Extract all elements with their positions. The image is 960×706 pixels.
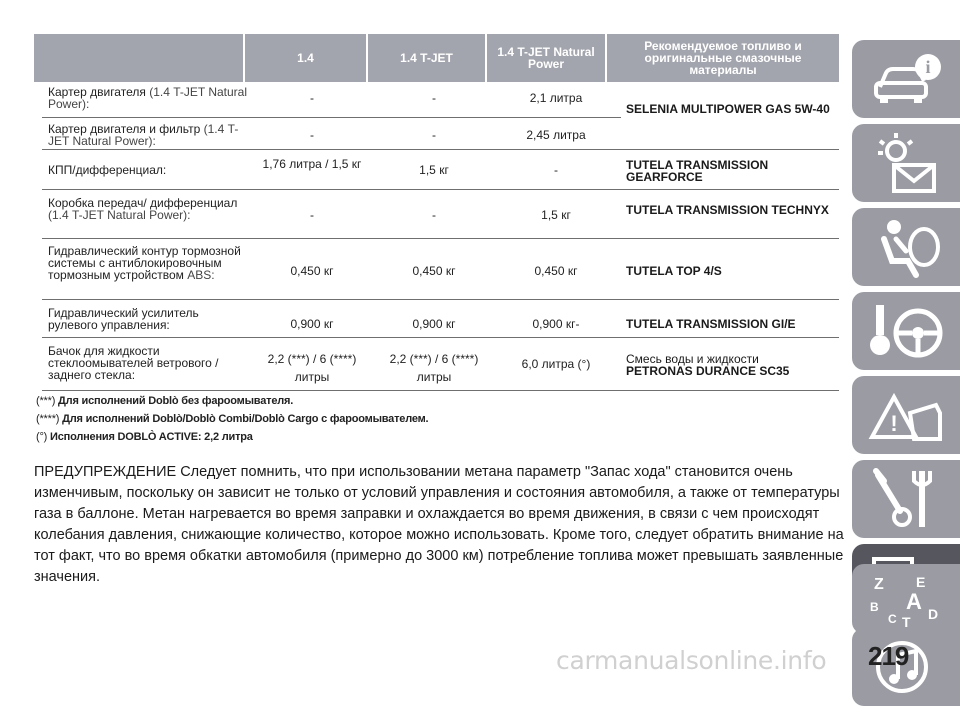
value-1-4-tjet: 0,900 кг: [412, 317, 456, 331]
tab-car-info[interactable]: [852, 40, 960, 118]
airbag-seat-icon: [866, 215, 946, 279]
tab-warning-lights[interactable]: [852, 124, 960, 202]
footnote: (°) Исполнения DOBLÒ ACTIVE: 2,2 литра: [36, 431, 253, 443]
value-natural-power: 6,0 литра (°): [521, 357, 591, 371]
svg-text:i: i: [925, 57, 931, 77]
page-number: 219: [868, 641, 909, 671]
svg-text:Z: Z: [874, 576, 884, 593]
value-1-4: 0,900 кг: [290, 317, 334, 331]
product-description: [626, 353, 836, 377]
value-natural-power: 2,45 литра: [526, 128, 586, 142]
footnote: (****) Для исполнений Doblò/Doblò Combi/Doblò Cargo с фароомывателем.: [36, 413, 429, 425]
value-1-4: -: [310, 91, 314, 105]
value-1-4-tjet: 0,450 кг: [412, 264, 456, 278]
value-natural-power: 0,450 кг: [534, 264, 578, 278]
row-label: Картер двигателя (1.4 T-JET Natural Power):: [48, 85, 248, 111]
roadside-assistance-icon: [866, 383, 946, 447]
svg-text:D: D: [928, 606, 939, 622]
row-label: Гидравлический усилитель рулевого управления:: [48, 306, 199, 332]
product-name: PETRONAS DURANCE SC35: [626, 364, 790, 378]
tab-safety[interactable]: [852, 208, 960, 286]
footnote: (***) Для исполнений Doblò без фароомывателя.: [36, 395, 294, 407]
svg-text:E: E: [916, 574, 926, 590]
product-name: TUTELA TRANSMISSION TECHNYX: [626, 203, 829, 217]
value-1-4-tjet: -: [432, 128, 436, 142]
row-divider: [42, 149, 839, 150]
header-cell-recommended-fluids: Рекомендуемое топливо и оригинальные смазочные материалы: [605, 34, 839, 82]
svg-text:T: T: [902, 614, 911, 629]
header-cell-1-4: 1.4: [243, 34, 366, 82]
row-divider: [42, 117, 621, 118]
row-divider: [42, 189, 839, 190]
value-1-4: -: [310, 128, 314, 142]
row-label: Картер двигателя и фильтр (1.4 T-JET Natural Power):: [48, 122, 239, 148]
value-1-4: -: [310, 208, 314, 222]
warning-paragraph: ПРЕДУПРЕЖДЕНИЕ Следует помнить, что при использовании метана параметр "Запас хода" становится очень изменчивым, поскольку он зависит не только от условий управления и состояния автомобиля, а также от температуры газа в баллоне. Метан нагревается во время заправки и охлаждается во время движения, в связи с чем происходят колебания давления, снижающие количество, которое можно использовать. Кроме того, следует обратить внимание на тот факт, что во время обкатки автомобиля (примерно до 3000 км) потребление топлива может превышать заявленные значения.: [34, 464, 844, 585]
row-label: КПП/дифференциал:: [48, 163, 167, 177]
row-label: Бачок для жидкости стеклоомывателей ветрового / заднего стекла:: [48, 344, 219, 382]
row-divider: [42, 390, 839, 391]
svg-text:B: B: [870, 600, 879, 614]
tab-maintenance[interactable]: [852, 460, 960, 538]
row-label: Коробка передач/ дифференциал (1.4 T-JET Natural Power):: [48, 196, 238, 222]
value-natural-power: 1,5 кг: [541, 208, 571, 222]
value-natural-power: 0,900 кг-: [532, 317, 580, 331]
value-1-4: 2,2 (***) / 6 (****) литры: [267, 352, 357, 384]
value-1-4-tjet: -: [432, 91, 436, 105]
row-divider: [42, 299, 839, 300]
product-name: TUTELA TRANSMISSION GEARFORCE: [626, 158, 769, 184]
tab-emergency[interactable]: [852, 376, 960, 454]
tab-starting-driving[interactable]: [852, 292, 960, 370]
key-steering-icon: [866, 299, 946, 363]
table-footnotes: [36, 395, 428, 449]
value-natural-power: -: [554, 163, 558, 177]
value-1-4-tjet: 2,2 (***) / 6 (****) литры: [389, 352, 479, 384]
row-label: Гидравлический контур тормозной системы с антиблокировочным тормозным устройством ABS:: [48, 244, 241, 282]
product-mix-label: Смесь воды и жидкости: [626, 352, 759, 366]
car-info-icon: [866, 47, 946, 111]
value-1-4: 0,450 кг: [290, 264, 334, 278]
value-1-4: 1,76 литра / 1,5 кг: [262, 157, 362, 171]
watermark: carmanualsonline.info: [556, 646, 827, 675]
tab-index[interactable]: [852, 564, 960, 634]
header-cell-blank: [34, 34, 243, 82]
svg-text:C: C: [888, 612, 897, 626]
product-name: TUTELA TRANSMISSION GI/E: [626, 317, 796, 331]
svg-text:!: !: [890, 411, 898, 436]
row-divider: [42, 337, 839, 338]
merged-product: SELENIA MULTIPOWER GAS 5W-40: [626, 102, 830, 116]
value-1-4-tjet: -: [432, 208, 436, 222]
maintenance-tools-icon: [866, 467, 946, 531]
warning-lights-icon: [866, 131, 946, 195]
value-1-4-tjet: 1,5 кг: [419, 163, 449, 177]
row-divider: [42, 238, 839, 239]
header-cell-1-4-tjet: 1.4 T-JET: [366, 34, 485, 82]
svg-text:A: A: [906, 589, 922, 614]
alphabetical-index-icon: [866, 569, 946, 629]
product-name: TUTELA TOP 4/S: [626, 264, 722, 278]
header-cell-natural-power: 1.4 T-JET Natural Power: [485, 34, 605, 82]
value-natural-power: 2,1 литра: [529, 91, 583, 105]
table-header: [34, 34, 839, 82]
